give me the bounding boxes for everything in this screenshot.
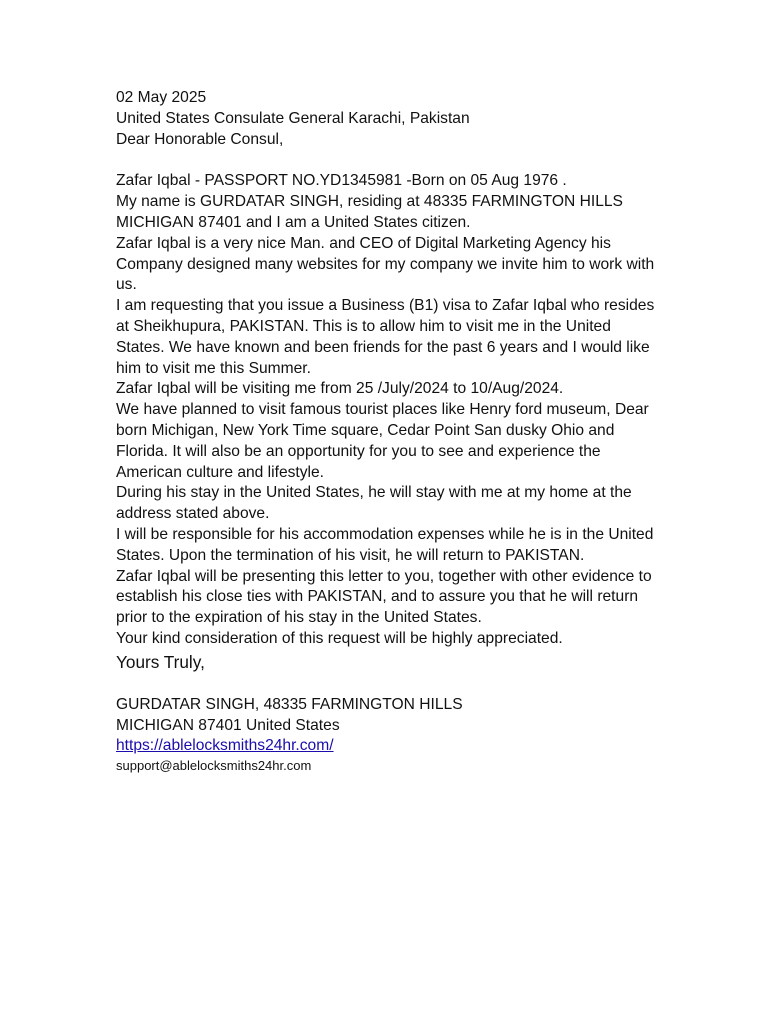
consideration-paragraph: Your kind consideration of this request will be highly appreciated. (116, 629, 563, 647)
travel-plans-paragraph: We have planned to visit famous tourist places like Henry ford museum, Dear born Michigan, New York Time square, Cedar Point San dusky Ohio and Florida. It will also be an opportunity for you to see and experience the American culture and lifestyle. (116, 401, 649, 481)
visit-dates-paragraph: Zafar Iqbal will be visiting me from 25 /July/2024 to 10/Aug/2024. (116, 380, 564, 398)
letter-date: 02 May 2025 (116, 89, 207, 106)
website-link-line (116, 736, 656, 757)
letter-body (116, 88, 656, 775)
visa-request-paragraph: I am requesting that you issue a Business (B1) visa to Zafar Iqbal who resides at Sheikhupura, PAKISTAN. This is to allow him to visit me in the United States. We have known and been friends for the past 6 years and I would like him to visit me this Summer. (116, 297, 655, 377)
expenses-paragraph: I will be responsible for his accommodation expenses while he is in the United States. Upon the termination of his visit, he will return to PAKISTAN. (116, 525, 654, 564)
signature-address-line-1: GURDATAR SINGH, 48335 FARMINGTON HILLS (116, 695, 463, 713)
website-link[interactable]: https://ablelocksmiths24hr.com/ (116, 737, 334, 755)
intro-paragraph: My name is GURDATAR SINGH, residing at 48335 FARMINGTON HILLS MICHIGAN 87401 and I am a United States citizen. (116, 193, 623, 231)
support-email: support@ablelocksmiths24hr.com (116, 758, 312, 774)
stay-paragraph: During his stay in the United States, he will stay with me at my home at the address stated above. (116, 484, 632, 523)
passport-line: Zafar Iqbal - PASSPORT NO.YD1345981 -Born on 05 Aug 1976 . (116, 172, 567, 190)
relationship-paragraph: Zafar Iqbal is a very nice Man. and CEO of Digital Marketing Agency his Company designed many websites for my company we invite him to work with us. (116, 234, 655, 294)
closing-line: Yours Truly, (116, 651, 205, 672)
evidence-paragraph: Zafar Iqbal will be presenting this letter to you, together with other evidence to establish his close ties with PAKISTAN, and to assure you that he will return prior to the expiration of his stay in the United States. (116, 567, 652, 627)
signature-address-line-2: MICHIGAN 87401 United States (116, 716, 340, 734)
recipient-line: United States Consulate General Karachi, Pakistan (116, 109, 470, 127)
salutation: Dear Honorable Consul, (116, 130, 284, 148)
